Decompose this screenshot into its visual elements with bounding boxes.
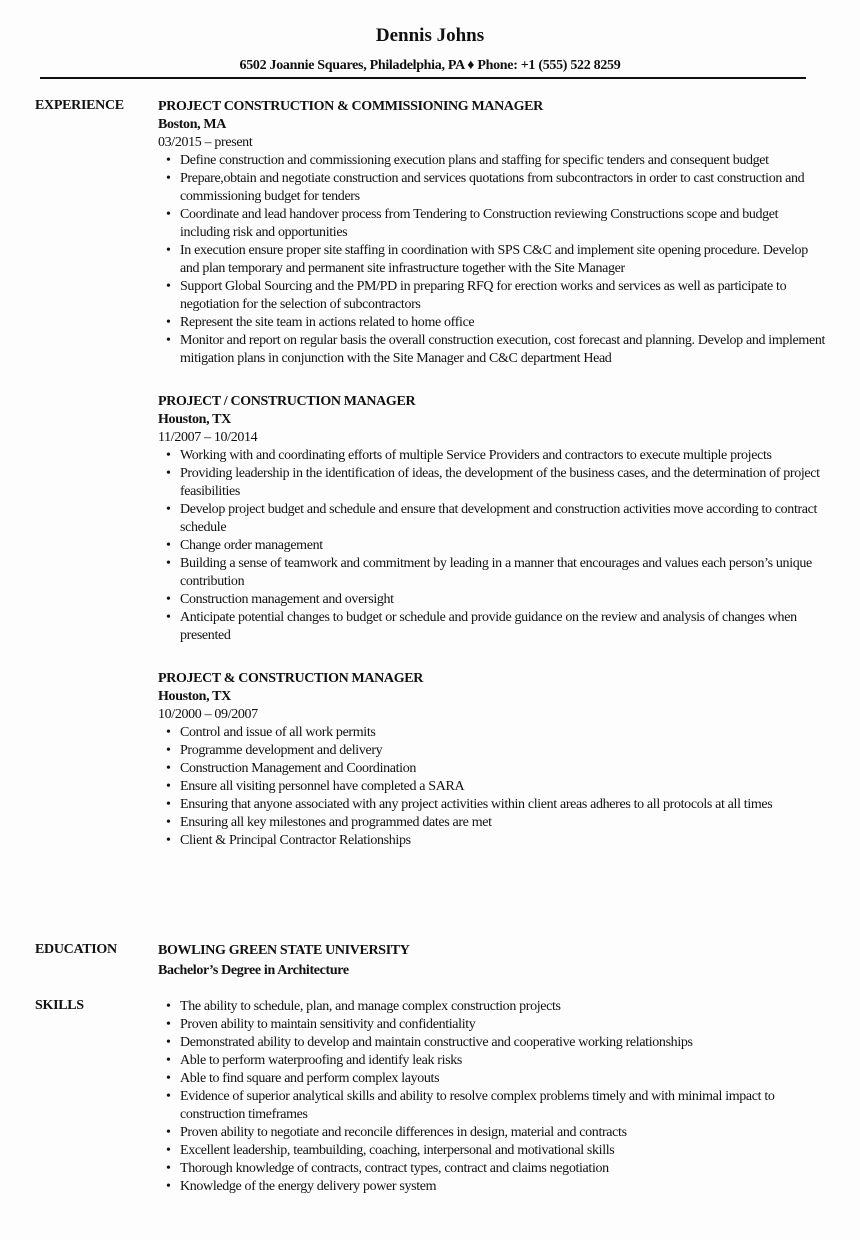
- job-bullet: • In execution ensure proper site staffing in coordination with SPS C&C and implement site opening procedure. Develop and plan temporary and permanent site infrastructure together with the Site Manager: [158, 242, 825, 278]
- job-bullet: • Change order management: [158, 537, 825, 555]
- skill-item: • Knowledge of the energy delivery power system: [158, 1178, 825, 1196]
- job-bullet: • Control and issue of all work permits: [158, 724, 825, 742]
- job-bullet: • Ensure all visiting personnel have completed a SARA: [158, 778, 825, 796]
- skill-item: • Thorough knowledge of contracts, contract types, contract and claims negotiation: [158, 1160, 825, 1178]
- skill-item: • Excellent leadership, teambuilding, coaching, interpersonal and motivational skills: [158, 1142, 825, 1160]
- job-entry: [158, 393, 825, 645]
- degree: Bachelor’s Degree in Architecture: [158, 963, 349, 978]
- job-location: Boston, MA: [158, 117, 227, 132]
- header-divider: [40, 77, 806, 79]
- job-bullet: • Monitor and report on regular basis the overall construction execution, cost forecast and planning. Develop and implement mitigation plans in conjunction with the Site Manager and C&C department Head: [158, 332, 825, 368]
- skills-section: [35, 998, 825, 1196]
- job-bullet: • Anticipate potential changes to budget or schedule and provide guidance on the review and analysis of changes when presented: [158, 609, 825, 645]
- job-bullet: • Ensuring all key milestones and programmed dates are met: [158, 814, 825, 832]
- job-bullet: • Providing leadership in the identification of ideas, the development of the business cases, and the determination of project feasibilities: [158, 465, 825, 501]
- job-bullet: • Represent the site team in actions related to home office: [158, 314, 825, 332]
- job-bullet: • Develop project budget and schedule and ensure that development and construction activities move according to contract schedule: [158, 501, 825, 537]
- job-location: Houston, TX: [158, 689, 231, 704]
- skill-item: • Able to find square and perform complex layouts: [158, 1070, 825, 1088]
- skills-list: [158, 998, 825, 1196]
- job-entry: [158, 670, 825, 850]
- skill-item: • Evidence of superior analytical skills and ability to resolve complex problems timely and with minimal impact to construction timeframes: [158, 1088, 825, 1124]
- skill-item: • Proven ability to maintain sensitivity and confidentiality: [158, 1016, 825, 1034]
- job-bullet: • Prepare,obtain and negotiate construction and services quotations from subcontractors in order to cast construction and commissioning budget for tenders: [158, 170, 825, 206]
- section-label-experience: EXPERIENCE: [35, 98, 124, 113]
- education-section: [35, 942, 825, 980]
- job-bullet: • Construction Management and Coordination: [158, 760, 825, 778]
- section-label-skills: SKILLS: [35, 998, 84, 1013]
- job-bullet: • Ensuring that anyone associated with any project activities within client areas adheres to all protocols at all times: [158, 796, 825, 814]
- job-bullet: • Define construction and commissioning execution plans and staffing for specific tenders and consequent budget: [158, 152, 825, 170]
- job-entry: [158, 98, 825, 368]
- skill-item: • Able to perform waterproofing and identify leak risks: [158, 1052, 825, 1070]
- job-bullet: • Programme development and delivery: [158, 742, 825, 760]
- job-title: PROJECT / CONSTRUCTION MANAGER: [158, 394, 416, 409]
- contact-line: 6502 Joannie Squares, Philadelphia, PA ♦ Phone: +1 (555) 522 8259: [239, 58, 621, 73]
- job-location: Houston, TX: [158, 412, 231, 427]
- job-bullet: • Working with and coordinating efforts of multiple Service Providers and contractors to execute multiple projects: [158, 447, 825, 465]
- job-bullet: • Client & Principal Contractor Relationships: [158, 832, 825, 850]
- job-title: PROJECT & CONSTRUCTION MANAGER: [158, 671, 423, 686]
- school-name: BOWLING GREEN STATE UNIVERSITY: [158, 943, 410, 958]
- job-title: PROJECT CONSTRUCTION & COMMISSIONING MANAGER: [158, 99, 543, 114]
- job-bullet: • Support Global Sourcing and the PM/PD in preparing RFQ for erection works and services as well as participate to negotiation for the selection of subcontractors: [158, 278, 825, 314]
- candidate-name: Dennis Johns: [375, 25, 485, 46]
- job-dates: 11/2007 – 10/2014: [158, 430, 258, 445]
- job-bullet: • Building a sense of teamwork and commitment by leading in a manner that encourages and values each person’s unique contribution: [158, 555, 825, 591]
- job-list: [158, 98, 825, 850]
- experience-section: [35, 98, 825, 875]
- skill-item: • Proven ability to negotiate and reconcile differences in design, material and contracts: [158, 1124, 825, 1142]
- skill-item: • The ability to schedule, plan, and manage complex construction projects: [158, 998, 825, 1016]
- job-bullet: • Coordinate and lead handover process from Tendering to Construction reviewing Constructions scope and budget including risk and opportunities: [158, 206, 825, 242]
- job-bullet: • Construction management and oversight: [158, 591, 825, 609]
- job-dates: 10/2000 – 09/2007: [158, 707, 258, 722]
- section-label-education: EDUCATION: [35, 942, 117, 957]
- skill-item: • Demonstrated ability to develop and maintain constructive and cooperative working relationships: [158, 1034, 825, 1052]
- job-dates: 03/2015 – present: [158, 135, 253, 150]
